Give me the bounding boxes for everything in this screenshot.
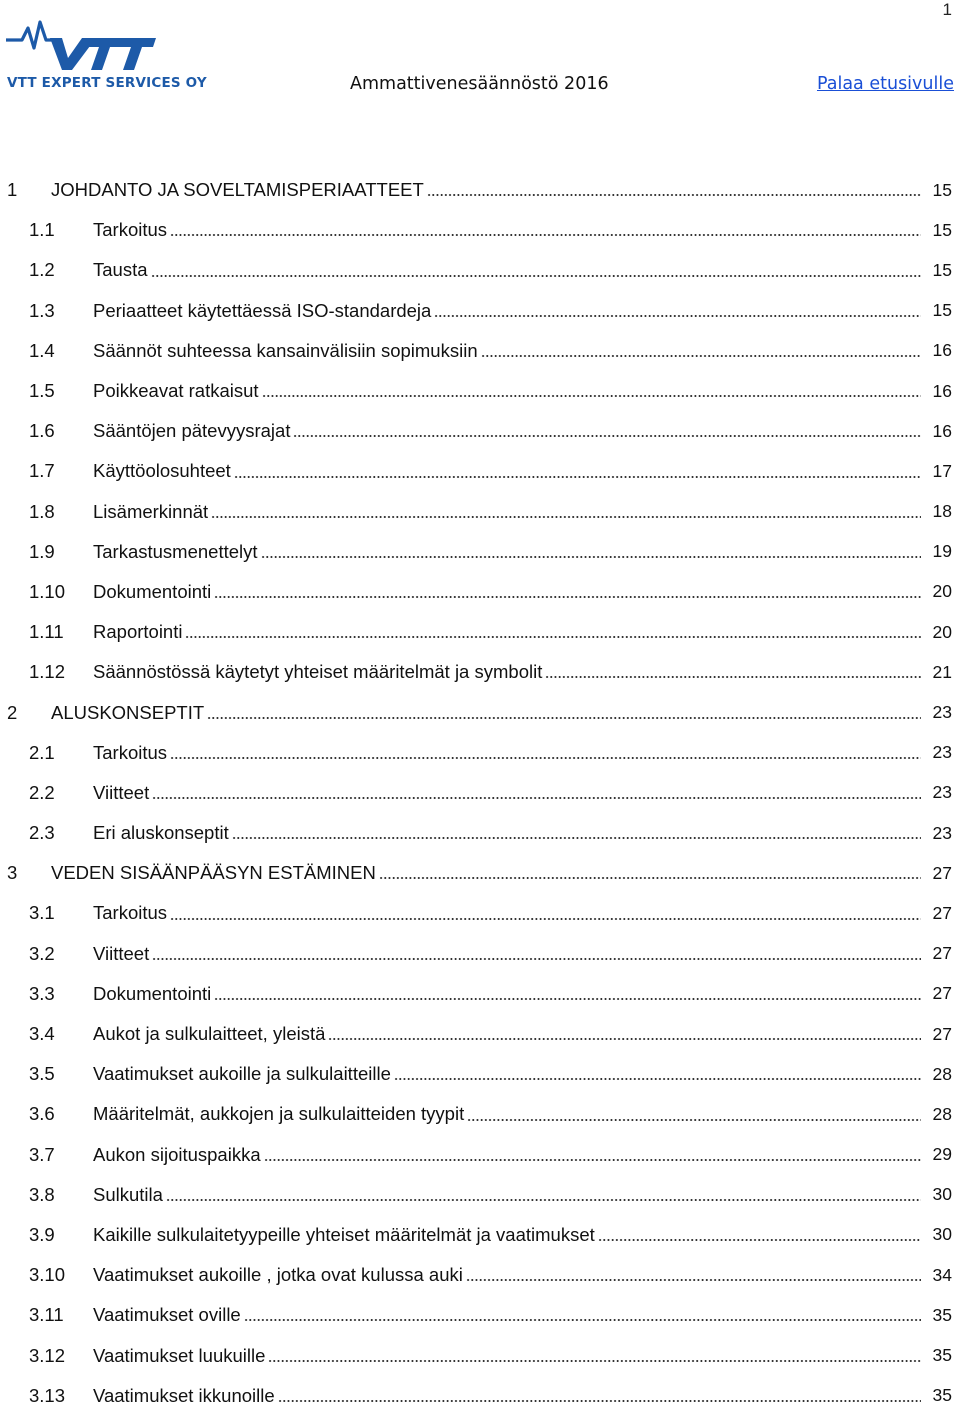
toc-entry-page: 16: [932, 340, 952, 361]
toc-entry-number: 3.7: [29, 1143, 55, 1165]
toc-entry-page: 30: [932, 1184, 952, 1205]
toc-entry-page: 15: [932, 259, 952, 280]
toc-entry[interactable]: [0, 411, 960, 451]
toc-entry[interactable]: [0, 291, 960, 331]
dot-leader: [278, 1399, 921, 1403]
dot-leader: [166, 1198, 921, 1202]
toc-entry-number: 3.13: [29, 1384, 66, 1406]
toc-entry-number: 3.3: [29, 982, 55, 1004]
toc-entry[interactable]: [0, 170, 960, 210]
dot-leader: [152, 957, 921, 961]
toc-entry-page: 27: [932, 862, 952, 883]
dot-leader: [261, 555, 921, 559]
toc-entry-title: Dokumentointi: [93, 982, 212, 1004]
dot-leader: [434, 314, 921, 318]
toc-entry-page: 27: [932, 943, 952, 964]
toc-entry[interactable]: [0, 572, 960, 612]
toc-entry-number: 3.9: [29, 1223, 55, 1245]
toc-entry-title: Tarkoitus: [93, 741, 168, 763]
toc-entry-page: 20: [932, 621, 952, 642]
toc-entry-number: 3.12: [29, 1344, 66, 1366]
toc-entry-page: 16: [932, 380, 952, 401]
vtt-logo-mark: [4, 18, 194, 74]
toc-entry-number: 1.8: [29, 500, 55, 522]
toc-entry-number: 2.3: [29, 822, 55, 844]
toc-entry-title: Aukot ja sulkulaitteet, yleistä: [93, 1023, 326, 1045]
toc-entry[interactable]: [0, 331, 960, 371]
dot-leader: [262, 394, 921, 398]
toc-entry-page: 19: [932, 541, 952, 562]
toc-entry-title: Kaikille sulkulaitetyypeille yhteiset määritelmät ja vaatimukset: [93, 1223, 595, 1245]
toc-entry-number: 2.2: [29, 781, 55, 803]
toc-entry[interactable]: [0, 1014, 960, 1054]
toc-entry[interactable]: [0, 1335, 960, 1375]
toc-entry-page: 27: [932, 902, 952, 923]
toc-entry-number: 1.4: [29, 339, 55, 361]
toc-entry-page: 28: [932, 1063, 952, 1084]
dot-leader: [467, 1118, 921, 1122]
toc-entry[interactable]: [0, 1094, 960, 1134]
dot-leader: [232, 836, 921, 840]
toc-entry-number: 3.2: [29, 942, 55, 964]
toc-entry-page: 15: [932, 219, 952, 240]
dot-leader: [152, 796, 921, 800]
dot-leader: [394, 1077, 921, 1081]
toc-entry-number: 2.1: [29, 741, 55, 763]
toc-entry-page: 29: [932, 1144, 952, 1165]
dot-leader: [545, 675, 921, 679]
toc-entry-title: Viitteet: [93, 942, 150, 964]
dot-leader: [170, 917, 921, 921]
dot-leader: [427, 193, 921, 197]
logo-subtitle: VTT EXPERT SERVICES OY: [7, 75, 207, 91]
toc-entry-title: Tarkastusmenettelyt: [93, 540, 258, 562]
toc-entry-number: 1.2: [29, 259, 55, 281]
dot-leader: [328, 1037, 921, 1041]
toc-entry-number: 3.5: [29, 1063, 55, 1085]
toc-entry-page: 15: [932, 300, 952, 321]
dot-leader: [379, 876, 921, 880]
dot-leader: [244, 1318, 921, 1322]
toc-entry-title: Säännöstössä käytetyt yhteiset määritelmät ja symbolit: [93, 661, 543, 683]
dot-leader: [211, 515, 921, 519]
toc-entry-title: Vaatimukset aukoille , jotka ovat kulussa auki: [93, 1264, 463, 1286]
toc-entry-page: 23: [932, 702, 952, 723]
toc-entry-page: 15: [932, 179, 952, 200]
toc-entry-page: 34: [932, 1264, 952, 1285]
dot-leader: [214, 997, 921, 1001]
toc-entry-number: 3.4: [29, 1023, 55, 1045]
toc-entry-title: Sääntöjen pätevyysrajat: [93, 420, 291, 442]
dot-leader: [170, 756, 921, 760]
toc-entry-page: 20: [932, 581, 952, 602]
home-link[interactable]: Palaa etusivulle: [816, 74, 954, 94]
toc-entry-page: 28: [932, 1103, 952, 1124]
dot-leader: [185, 635, 921, 639]
toc-entry-page: 35: [932, 1304, 952, 1325]
toc-entry-number: 1.10: [29, 580, 66, 602]
dot-leader: [264, 1158, 921, 1162]
dot-leader: [293, 434, 921, 438]
toc-entry[interactable]: [0, 773, 960, 813]
toc-entry-title: JOHDANTO JA SOVELTAMISPERIAATTEET: [51, 179, 424, 201]
toc-entry-page: 23: [932, 782, 952, 803]
toc-entry-number: 1.6: [29, 420, 55, 442]
toc-entry-title: Lisämerkinnät: [93, 500, 209, 522]
dot-leader: [207, 716, 921, 720]
toc-entry[interactable]: [0, 974, 960, 1014]
toc-entry[interactable]: [0, 1175, 960, 1215]
dot-leader: [598, 1238, 921, 1242]
toc-entry-title: Vaatimukset luukuille: [93, 1344, 266, 1366]
dot-leader: [268, 1359, 921, 1363]
toc-entry[interactable]: [0, 1376, 960, 1416]
toc-entry-title: VEDEN SISÄÄNPÄÄSYN ESTÄMINEN: [51, 862, 376, 884]
dot-leader: [466, 1278, 921, 1282]
toc-entry[interactable]: [0, 1255, 960, 1295]
toc-entry-title: Vaatimukset ikkunoille: [93, 1384, 275, 1406]
toc-entry-title: Tarkoitus: [93, 902, 168, 924]
toc-entry-number: 1.9: [29, 540, 55, 562]
toc-entry[interactable]: [0, 692, 960, 732]
toc-entry-title: Viitteet: [93, 781, 150, 803]
toc-entry-number: 1: [7, 179, 18, 201]
toc-entry[interactable]: [0, 612, 960, 652]
dot-leader: [481, 354, 921, 358]
toc-entry[interactable]: [0, 893, 960, 933]
toc-entry-page: 23: [932, 742, 952, 763]
toc-entry[interactable]: [0, 1054, 960, 1094]
toc-entry-page: 27: [932, 1023, 952, 1044]
toc-entry[interactable]: [0, 1215, 960, 1255]
toc-entry-title: Periaatteet käytettäessä ISO-standardeja: [93, 299, 432, 321]
toc-entry[interactable]: [0, 934, 960, 974]
toc-entry-number: 1.12: [29, 661, 66, 683]
toc-entry-page: 27: [932, 983, 952, 1004]
toc-entry-title: Eri aluskonseptit: [93, 822, 229, 844]
toc-entry-number: 1.5: [29, 380, 55, 402]
dot-leader: [234, 475, 921, 479]
toc-entry-title: Vaatimukset aukoille ja sulkulaitteille: [93, 1063, 391, 1085]
vtt-logo: [4, 18, 207, 92]
dot-leader: [170, 233, 921, 237]
toc-entry[interactable]: [0, 210, 960, 250]
document-title: Ammattivenesäännöstö 2016: [350, 74, 609, 94]
toc-entry-title: Tarkoitus: [93, 219, 168, 241]
toc-entry-page: 21: [932, 661, 952, 682]
toc-entry-number: 2: [7, 701, 18, 723]
toc-entry[interactable]: [0, 652, 960, 692]
toc-entry[interactable]: [0, 492, 960, 532]
toc-entry[interactable]: [0, 1135, 960, 1175]
toc-entry-title: Raportointi: [93, 621, 183, 643]
toc-entry-title: Määritelmät, aukkojen ja sulkulaitteiden tyypit: [93, 1103, 465, 1125]
toc-entry-title: ALUSKONSEPTIT: [51, 701, 205, 723]
toc-entry-page: 16: [932, 420, 952, 441]
toc-entry[interactable]: [0, 813, 960, 853]
toc-entry-number: 3.6: [29, 1103, 55, 1125]
toc-entry-number: 1.1: [29, 219, 55, 241]
toc-entry-title: Käyttöolosuhteet: [93, 460, 231, 482]
toc-entry-page: 18: [932, 501, 952, 522]
toc-entry-title: Tausta: [93, 259, 148, 281]
toc-entry-number: 3.8: [29, 1183, 55, 1205]
dot-leader: [214, 595, 921, 599]
toc-entry-title: Vaatimukset oville: [93, 1304, 241, 1326]
toc-entry-number: 1.7: [29, 460, 55, 482]
toc-entry-page: 35: [932, 1385, 952, 1406]
toc-entry-number: 3: [7, 862, 18, 884]
toc-entry[interactable]: [0, 1295, 960, 1335]
toc-entry-title: Poikkeavat ratkaisut: [93, 380, 259, 402]
toc-entry-page: 30: [932, 1224, 952, 1245]
toc-entry-title: Aukon sijoituspaikka: [93, 1143, 261, 1165]
toc-entry[interactable]: [0, 371, 960, 411]
table-of-contents: [0, 170, 960, 1416]
toc-entry[interactable]: [0, 853, 960, 893]
toc-entry-page: 23: [932, 822, 952, 843]
toc-entry-title: Säännöt suhteessa kansainvälisiin sopimuksiin: [93, 339, 478, 361]
toc-entry[interactable]: [0, 250, 960, 290]
toc-entry-number: 1.11: [29, 621, 64, 643]
toc-entry-number: 3.1: [29, 902, 55, 924]
toc-entry[interactable]: [0, 451, 960, 491]
toc-entry-title: Sulkutila: [93, 1183, 163, 1205]
toc-entry-number: 1.3: [29, 299, 55, 321]
toc-entry-title: Dokumentointi: [93, 580, 212, 602]
page-number: 1: [942, 0, 952, 19]
toc-entry-page: 17: [932, 460, 952, 481]
toc-entry[interactable]: [0, 532, 960, 572]
toc-entry-page: 35: [932, 1345, 952, 1366]
dot-leader: [151, 274, 921, 278]
toc-entry-number: 3.11: [29, 1304, 64, 1326]
toc-entry-number: 3.10: [29, 1264, 66, 1286]
toc-entry[interactable]: [0, 733, 960, 773]
